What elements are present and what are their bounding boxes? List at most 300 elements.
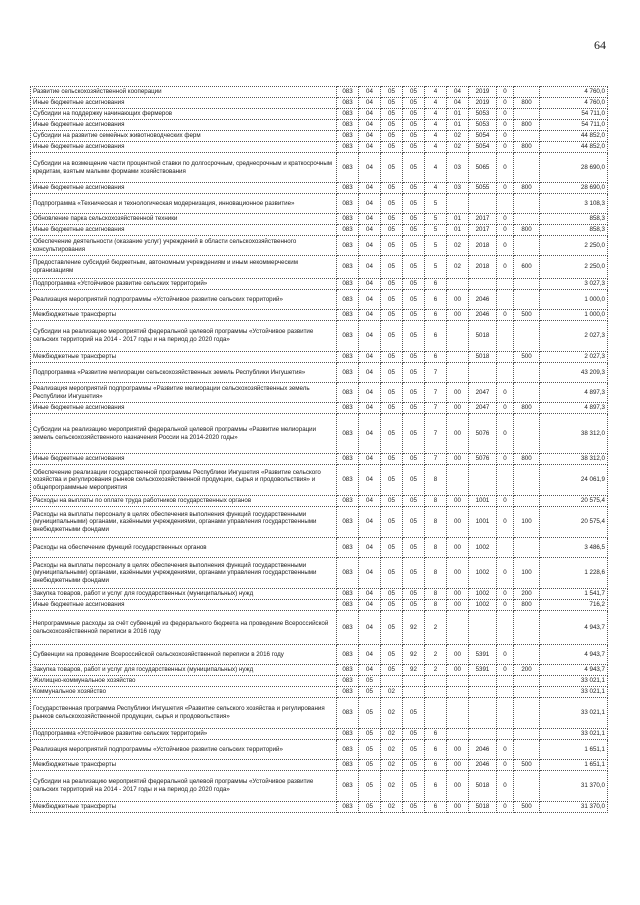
row-amount: 716,2 [540,600,608,611]
direction-code: 5076 [469,454,497,465]
direction-code [469,465,497,496]
table-row [31,279,608,290]
grbs-code: 083 [337,120,359,131]
activity-code: 00 [447,414,469,454]
grbs-code: 083 [337,109,359,120]
program-code: 05 [403,589,425,600]
program-code: 05 [403,321,425,352]
direction-code: 1002 [469,589,497,600]
row-amount: 38 312,0 [540,414,608,454]
table-row [31,454,608,465]
row-description: Расходы на выплаты по оплате труда работников государственных органов [31,496,337,507]
table-row [31,802,608,813]
extra-code: 0 [497,507,514,538]
subsection-code: 05 [381,131,403,142]
extra-code [497,194,514,214]
table-row [31,414,608,454]
row-amount: 20 575,4 [540,507,608,538]
subsection-code: 05 [381,142,403,153]
section-code: 04 [359,403,381,414]
subsection-code: 02 [381,698,403,729]
subsection-code: 05 [381,352,403,363]
activity-code: 02 [447,256,469,279]
direction-code: 2046 [469,740,497,760]
direction-code: 1001 [469,507,497,538]
section-code: 04 [359,507,381,538]
extra-code [497,279,514,290]
grbs-code: 083 [337,538,359,558]
subprogram-code: 6 [425,802,447,813]
subprogram-code: 6 [425,771,447,802]
extra-code [497,687,514,698]
expense-type-code [514,611,540,645]
program-code: 05 [403,403,425,414]
direction-code: 1001 [469,496,497,507]
extra-code: 0 [497,183,514,194]
extra-code: 0 [497,120,514,131]
row-description: Межбюджетные трансферты [31,802,337,813]
subprogram-code: 4 [425,183,447,194]
extra-code: 0 [497,802,514,813]
expense-type-code: 500 [514,802,540,813]
program-code: 05 [403,98,425,109]
direction-code: 2018 [469,236,497,256]
program-code: 05 [403,225,425,236]
subsection-code: 05 [381,236,403,256]
subprogram-code [425,687,447,698]
activity-code: 01 [447,120,469,131]
program-code: 05 [403,538,425,558]
extra-code: 0 [497,87,514,98]
row-description: Иные бюджетные ассигнования [31,120,337,131]
program-code: 05 [403,729,425,740]
program-code: 92 [403,611,425,645]
row-amount: 2 027,3 [540,352,608,363]
extra-code: 0 [497,760,514,771]
row-amount: 28 690,0 [540,153,608,183]
subprogram-code [425,676,447,687]
grbs-code: 083 [337,225,359,236]
program-code: 05 [403,87,425,98]
activity-code [447,194,469,214]
row-description: Предоставление субсидий бюджетным, автономным учреждениям и иным некоммерческим организациям [31,256,337,279]
table-row [31,760,608,771]
table-row [31,729,608,740]
row-description: Иные бюджетные ассигнования [31,454,337,465]
grbs-code: 083 [337,142,359,153]
activity-code [447,321,469,352]
section-code: 04 [359,290,381,310]
subsection-code: 05 [381,279,403,290]
row-description: Реализация мероприятий подпрограммы «Устойчивое развитие сельских территорий» [31,740,337,760]
section-code: 04 [359,142,381,153]
row-description: Иные бюджетные ассигнования [31,403,337,414]
program-code: 05 [403,142,425,153]
table-row [31,771,608,802]
activity-code: 03 [447,183,469,194]
row-description: Межбюджетные трансферты [31,760,337,771]
subsection-code: 05 [381,225,403,236]
direction-code: 1002 [469,538,497,558]
grbs-code: 083 [337,698,359,729]
subsection-code: 05 [381,538,403,558]
table-row [31,600,608,611]
table-row [31,98,608,109]
row-description: Реализация мероприятий подпрограммы «Развитие мелиорации сельскохозяйственных земель Республики Ингушетия» [31,383,337,403]
activity-code: 04 [447,98,469,109]
extra-code: 0 [497,225,514,236]
grbs-code: 083 [337,87,359,98]
section-code: 04 [359,194,381,214]
expense-type-code [514,131,540,142]
row-description: Иные бюджетные ассигнования [31,98,337,109]
expense-type-code: 100 [514,558,540,589]
activity-code: 00 [447,740,469,760]
section-code: 04 [359,321,381,352]
section-code: 05 [359,698,381,729]
row-amount: 33 021,1 [540,676,608,687]
direction-code: 5053 [469,109,497,120]
section-code: 04 [359,611,381,645]
grbs-code: 083 [337,600,359,611]
grbs-code: 083 [337,403,359,414]
activity-code: 00 [447,290,469,310]
subsection-code: 05 [381,454,403,465]
subprogram-code: 2 [425,611,447,645]
grbs-code: 083 [337,256,359,279]
section-code: 04 [359,465,381,496]
program-code: 05 [403,507,425,538]
row-description: Жилищно-коммунальное хозяйство [31,676,337,687]
subprogram-code: 4 [425,120,447,131]
expense-type-code: 800 [514,142,540,153]
subprogram-code: 5 [425,225,447,236]
subsection-code: 05 [381,290,403,310]
subprogram-code: 6 [425,321,447,352]
subsection-code: 02 [381,760,403,771]
expense-type-code [514,496,540,507]
direction-code: 2017 [469,214,497,225]
extra-code: 0 [497,665,514,676]
subsection-code: 05 [381,600,403,611]
expense-type-code [514,214,540,225]
expense-type-code [514,465,540,496]
row-amount: 1 541,7 [540,589,608,600]
row-description: Субсидии на возмещение части процентной ставки по долгосрочным, среднесрочным и краткосрочным кредитам, взятым малыми формами хозяйствования [31,153,337,183]
grbs-code: 083 [337,589,359,600]
direction-code: 1002 [469,600,497,611]
row-amount: 4 897,3 [540,383,608,403]
extra-code: 0 [497,454,514,465]
subprogram-code: 4 [425,87,447,98]
row-amount: 33 021,1 [540,698,608,729]
activity-code [447,676,469,687]
row-description: Обеспечение реализации государственной программы Республики Ингушетия «Развитие сельского хозяйства и регулирования рынков сельскохозяйственной продукции, сырья и продовольствия» и общепрограммные мероприятия [31,465,337,496]
activity-code: 00 [447,645,469,665]
program-code: 05 [403,760,425,771]
program-code: 92 [403,665,425,676]
section-code: 04 [359,310,381,321]
row-description: Подпрограмма «Развитие мелиорации сельскохозяйственных земель Республики Ингушетия» [31,363,337,383]
row-description: Государственная программа Республики Ингушетия «Развитие сельского хозяйства и регулирования рынков сельскохозяйственной продукции, сырья и продовольствия» [31,698,337,729]
activity-code [447,611,469,645]
expense-type-code [514,729,540,740]
subprogram-code: 4 [425,98,447,109]
subprogram-code: 6 [425,279,447,290]
activity-code: 00 [447,403,469,414]
expense-type-code [514,383,540,403]
extra-code: 0 [497,496,514,507]
direction-code [469,729,497,740]
program-code: 05 [403,310,425,321]
row-amount: 4 760,0 [540,87,608,98]
grbs-code: 083 [337,414,359,454]
table-row [31,645,608,665]
program-code: 05 [403,236,425,256]
row-amount: 858,3 [540,214,608,225]
table-row [31,383,608,403]
activity-code [447,363,469,383]
expense-type-code: 800 [514,403,540,414]
direction-code: 2019 [469,87,497,98]
grbs-code: 083 [337,507,359,538]
subprogram-code: 5 [425,256,447,279]
table-row [31,465,608,496]
activity-code: 00 [447,496,469,507]
subsection-code: 02 [381,802,403,813]
extra-code: 0 [497,98,514,109]
subprogram-code: 2 [425,645,447,665]
program-code: 05 [403,558,425,589]
table-row [31,611,608,645]
row-description: Закупка товаров, работ и услуг для государственных (муниципальных) нужд [31,589,337,600]
expense-type-code: 200 [514,665,540,676]
subsection-code: 05 [381,363,403,383]
grbs-code: 083 [337,321,359,352]
activity-code: 02 [447,142,469,153]
row-amount: 43 209,3 [540,363,608,383]
row-description: Подпрограмма «Устойчивое развитие сельских территорий» [31,729,337,740]
row-description: Межбюджетные трансферты [31,310,337,321]
expense-type-code [514,109,540,120]
subsection-code: 02 [381,740,403,760]
row-amount: 44 852,0 [540,142,608,153]
direction-code: 5391 [469,665,497,676]
row-amount: 44 852,0 [540,131,608,142]
row-description: Расходы на выплаты персоналу в целях обеспечения выполнения функций государственными (муниципальными) органами, казёнными учреждениями, органами управления государственными внебюджетными фондами [31,558,337,589]
grbs-code: 083 [337,363,359,383]
section-code: 05 [359,760,381,771]
row-amount: 33 021,1 [540,687,608,698]
expense-type-code: 500 [514,310,540,321]
table-row [31,183,608,194]
extra-code [497,352,514,363]
extra-code [497,611,514,645]
grbs-code: 083 [337,687,359,698]
expense-type-code [514,414,540,454]
row-amount: 2 250,0 [540,256,608,279]
section-code: 04 [359,538,381,558]
extra-code: 0 [497,142,514,153]
subprogram-code: 6 [425,310,447,321]
table-row [31,403,608,414]
grbs-code: 083 [337,729,359,740]
budget-table [30,86,608,813]
table-row [31,131,608,142]
activity-code: 04 [447,87,469,98]
program-code: 05 [403,698,425,729]
subprogram-code: 8 [425,589,447,600]
section-code: 04 [359,414,381,454]
direction-code: 2019 [469,98,497,109]
row-description: Межбюджетные трансферты [31,352,337,363]
extra-code: 0 [497,236,514,256]
expense-type-code [514,740,540,760]
subsection-code: 05 [381,645,403,665]
activity-code [447,729,469,740]
section-code: 04 [359,109,381,120]
subsection-code: 05 [381,558,403,589]
subprogram-code: 8 [425,558,447,589]
subprogram-code: 4 [425,131,447,142]
section-code: 04 [359,589,381,600]
subsection-code: 02 [381,687,403,698]
expense-type-code [514,153,540,183]
extra-code [497,676,514,687]
expense-type-code: 500 [514,760,540,771]
extra-code: 0 [497,153,514,183]
direction-code: 2047 [469,383,497,403]
activity-code [447,352,469,363]
table-row [31,665,608,676]
page-number: 64 [594,38,606,52]
row-description: Иные бюджетные ассигнования [31,183,337,194]
activity-code: 00 [447,600,469,611]
table-row [31,194,608,214]
section-code: 05 [359,687,381,698]
extra-code: 0 [497,383,514,403]
row-amount: 1 000,0 [540,310,608,321]
grbs-code: 083 [337,98,359,109]
grbs-code: 083 [337,183,359,194]
section-code: 04 [359,131,381,142]
row-amount: 4 943,7 [540,645,608,665]
row-amount: 54 711,0 [540,120,608,131]
activity-code: 00 [447,589,469,600]
extra-code: 0 [497,771,514,802]
row-description: Расходы на обеспечение функций государственных органов [31,538,337,558]
direction-code: 5018 [469,771,497,802]
grbs-code: 083 [337,214,359,225]
grbs-code: 083 [337,310,359,321]
program-code: 05 [403,496,425,507]
program-code: 05 [403,771,425,802]
program-code: 05 [403,153,425,183]
row-description: Субсидии на развитие семейных животноводческих ферм [31,131,337,142]
section-code: 04 [359,256,381,279]
extra-code [497,290,514,310]
direction-code: 5391 [469,645,497,665]
section-code: 04 [359,279,381,290]
table-row [31,507,608,538]
grbs-code: 083 [337,611,359,645]
row-amount: 4 760,0 [540,98,608,109]
expense-type-code [514,290,540,310]
program-code: 05 [403,383,425,403]
expense-type-code [514,538,540,558]
section-code: 04 [359,225,381,236]
program-code: 05 [403,214,425,225]
activity-code [447,698,469,729]
section-code: 04 [359,496,381,507]
activity-code: 00 [447,538,469,558]
activity-code: 00 [447,507,469,538]
activity-code: 00 [447,310,469,321]
row-description: Иные бюджетные ассигнования [31,225,337,236]
program-code: 05 [403,414,425,454]
row-amount: 2 250,0 [540,236,608,256]
grbs-code: 083 [337,645,359,665]
section-code: 04 [359,120,381,131]
section-code: 04 [359,87,381,98]
direction-code [469,194,497,214]
table-row [31,109,608,120]
row-amount: 24 061,9 [540,465,608,496]
grbs-code: 083 [337,279,359,290]
subprogram-code: 7 [425,414,447,454]
expense-type-code: 600 [514,256,540,279]
row-amount: 3 108,3 [540,194,608,214]
section-code: 04 [359,558,381,589]
activity-code: 00 [447,802,469,813]
row-amount: 1 000,0 [540,290,608,310]
activity-code: 01 [447,109,469,120]
program-code: 05 [403,352,425,363]
row-amount: 1 228,6 [540,558,608,589]
program-code: 05 [403,194,425,214]
expense-type-code [514,676,540,687]
grbs-code: 083 [337,465,359,496]
program-code: 05 [403,131,425,142]
table-row [31,290,608,310]
activity-code [447,465,469,496]
subsection-code: 05 [381,109,403,120]
extra-code [497,729,514,740]
direction-code: 2046 [469,310,497,321]
direction-code [469,279,497,290]
subprogram-code: 6 [425,290,447,310]
subprogram-code: 5 [425,214,447,225]
subsection-code: 05 [381,507,403,538]
subsection-code: 05 [381,403,403,414]
activity-code: 00 [447,558,469,589]
subsection-code: 05 [381,589,403,600]
extra-code: 0 [497,589,514,600]
table-row [31,321,608,352]
program-code: 05 [403,454,425,465]
subprogram-code: 8 [425,538,447,558]
grbs-code: 083 [337,194,359,214]
activity-code: 01 [447,225,469,236]
grbs-code: 083 [337,236,359,256]
table-row [31,687,608,698]
grbs-code: 083 [337,771,359,802]
subsection-code: 05 [381,310,403,321]
program-code: 05 [403,256,425,279]
section-code: 04 [359,214,381,225]
section-code: 04 [359,645,381,665]
extra-code: 0 [497,600,514,611]
